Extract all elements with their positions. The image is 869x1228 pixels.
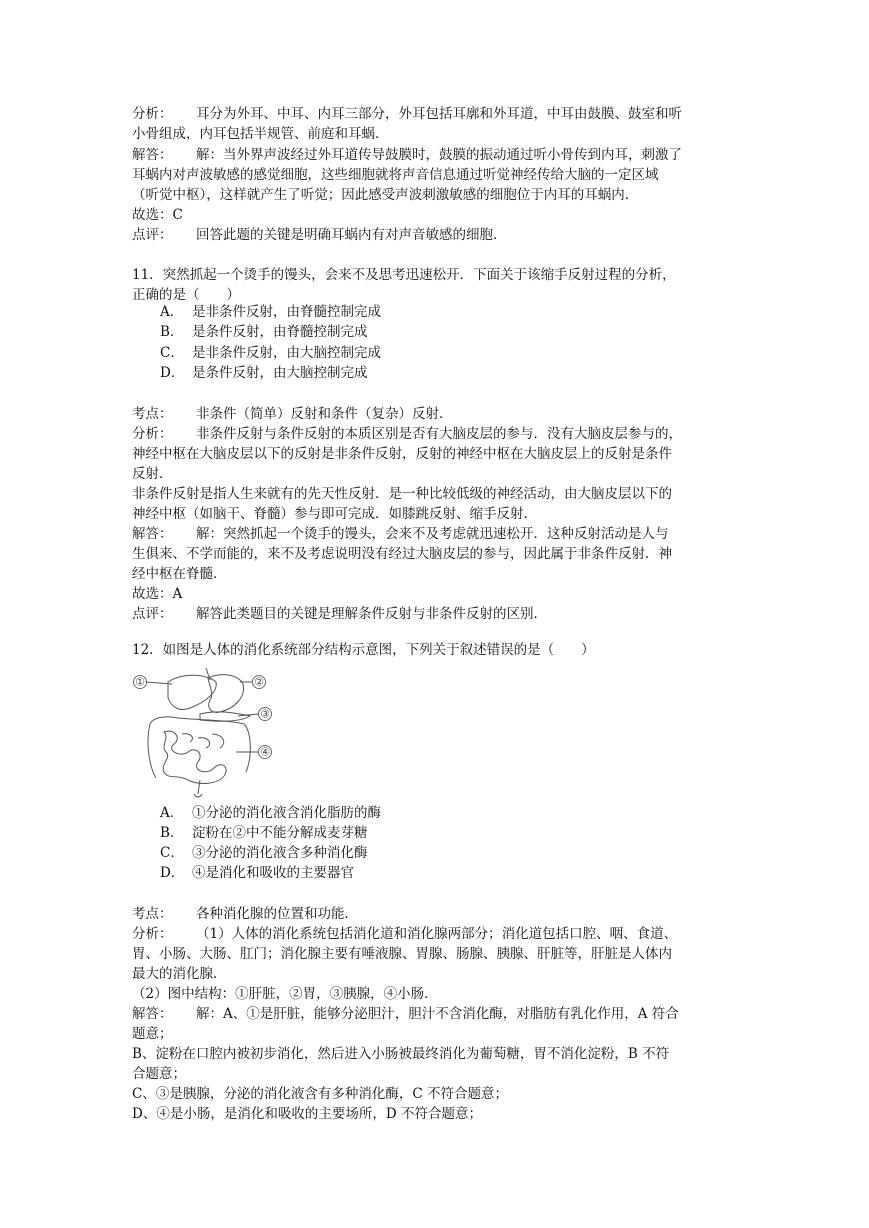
q10-answer-label: 解答： xyxy=(132,147,173,163)
q11-point: 考点： 非条件（简单）反射和条件（复杂）反射． xyxy=(132,406,453,422)
q11-comment-label: 点评： xyxy=(132,606,173,622)
q10-answer-line-1: 解答： 解：当外界声波经过外耳道传导鼓膜时，鼓膜的振动通过听小骨传到内耳，刺激了 xyxy=(132,147,682,163)
q11-analysis-line-4: 非条件反射是指人生来就有的先天性反射．是一种比较低级的神经活动，由大脑皮层以下的 xyxy=(132,486,672,502)
figure-label-3: ③ xyxy=(260,707,270,721)
q10-comment-label: 点评： xyxy=(132,227,173,243)
q12-analysis-label: 分析： xyxy=(132,926,173,942)
q10-choice: 故选：C xyxy=(132,207,183,223)
q10-analysis-label: 分析： xyxy=(132,106,173,122)
q10-analysis-line-2: 小骨组成，内耳包括半规管、前庭和耳蜗． xyxy=(132,126,389,142)
q11-answer-line-2: 生俱来、不学而能的，来不及考虑说明没有经过大脑皮层的参与，因此属于非条件反射．神 xyxy=(132,546,672,562)
q11-analysis-line-2: 神经中枢在大脑皮层以下的反射是非条件反射，反射的神经中枢在大脑皮层上的反射是条件 xyxy=(132,446,672,462)
q11-answer-line-3: 经中枢在脊髓． xyxy=(132,566,227,582)
q10-analysis-line-1: 分析： 耳分为外耳、中耳、内耳三部分，外耳包括耳廓和外耳道，中耳由鼓膜、鼓室和听 xyxy=(132,106,682,122)
q11-comment: 点评： 解答此类题目的关键是理解条件反射与非条件反射的区别． xyxy=(132,606,547,622)
figure-label-2: ② xyxy=(254,675,264,689)
q10-answer-line-2: 耳蜗内对声波敏感的感觉细胞，这些细胞就将声音信息通过听觉神经传给大脑的一定区域 xyxy=(132,167,659,183)
q11-analysis-line-5: 神经中枢（如脑干、脊髓）参与即可完成．如膝跳反射、缩手反射． xyxy=(132,506,537,522)
q12-answer-line-4: 合题意； xyxy=(132,1066,186,1082)
q12-analysis-line-4: （2）图中结构：①肝脏，②胃，③胰腺，④小肠． xyxy=(132,986,438,1002)
figure-label-1: ① xyxy=(135,675,145,689)
q11-option-d: D． 是条件反射，由大脑控制完成 xyxy=(160,365,368,381)
q11-analysis-line-3: 反射． xyxy=(132,466,173,482)
q12-answer-line-5: C、③是胰腺，分泌的消化液含有多种消化酶，C 不符合题意； xyxy=(132,1086,508,1102)
q12-option-c: C． ③分泌的消化液含多种消化酶 xyxy=(160,845,368,861)
q11-answer-label: 解答： xyxy=(132,526,173,542)
q10-answer-line-3: （听觉中枢），这样就产生了听觉；因此感受声波刺激敏感的细胞位于内耳的耳蜗内． xyxy=(132,187,639,203)
q11-stem-line-1: 11．突然抓起一个烫手的馒头，会来不及思考迅速松开．下面关于该缩手反射过程的分析， xyxy=(132,267,676,283)
q12-analysis-line-3: 最大的消化腺． xyxy=(132,966,227,982)
q11-analysis-line-1: 分析： 非条件反射与条件反射的本质区别是否有大脑皮层的参与．没有大脑皮层参与的， xyxy=(132,426,682,442)
figure-label-4: ④ xyxy=(260,745,270,759)
q11-option-a: A． 是非条件反射，由脊髓控制完成 xyxy=(160,304,381,320)
q12-point-label: 考点： xyxy=(132,906,173,922)
digestive-system-figure xyxy=(128,668,278,798)
q12-option-d: D． ④是消化和吸收的主要器官 xyxy=(160,865,354,881)
q11-option-c: C． 是非条件反射，由大脑控制完成 xyxy=(160,345,381,361)
small-intestine-shape xyxy=(163,731,226,783)
q11-option-b: B． 是条件反射，由脊髓控制完成 xyxy=(160,324,368,340)
q12-option-b: B． 淀粉在②中不能分解成麦芽糖 xyxy=(160,825,368,841)
q11-answer-line-1: 解答： 解：突然抓起一个烫手的馒头，会来不及考虑就迅速松开．这种反射活动是人与 xyxy=(132,526,669,542)
q12-answer-line-3: B、淀粉在口腔内被初步消化，然后进入小肠被最终消化为葡萄糖，胃不消化淀粉，B 不符 xyxy=(132,1046,670,1062)
q12-answer-line-1: 解答： 解：A、①是肝脏，能够分泌胆汁，胆汁不含消化酶，对脂肪有乳化作用，A 符合 xyxy=(132,1006,679,1022)
q12-answer-label: 解答： xyxy=(132,1006,173,1022)
q12-analysis-line-2: 胃、小肠、大肠、肛门；消化腺主要有唾液腺、胃腺、肠腺、胰腺、肝脏等，肝脏是人体内 xyxy=(132,946,672,962)
q12-answer-line-2: 题意； xyxy=(132,1026,173,1042)
q12-option-a: A． ①分泌的消化液含消化脂肪的酶 xyxy=(160,805,381,821)
q11-choice: 故选：A xyxy=(132,586,183,602)
q10-comment: 点评： 回答此题的关键是明确耳蜗内有对声音敏感的细胞． xyxy=(132,227,507,243)
q11-analysis-label: 分析： xyxy=(132,426,173,442)
q12-stem: 12．如图是人体的消化系统部分结构示意图，下列关于叙述错误的是（ ） xyxy=(132,642,595,658)
q11-stem-line-2: 正确的是（ ） xyxy=(132,287,240,303)
q12-answer-line-6: D、④是小肠，是消化和吸收的主要场所，D 不符合题意； xyxy=(132,1106,482,1122)
q12-point: 考点： 各种消化腺的位置和功能． xyxy=(132,906,358,922)
q12-analysis-line-1: 分析： （1）人体的消化系统包括消化道和消化腺两部分；消化道包括口腔、咽、食道、 xyxy=(132,926,678,942)
q11-point-label: 考点： xyxy=(132,406,173,422)
